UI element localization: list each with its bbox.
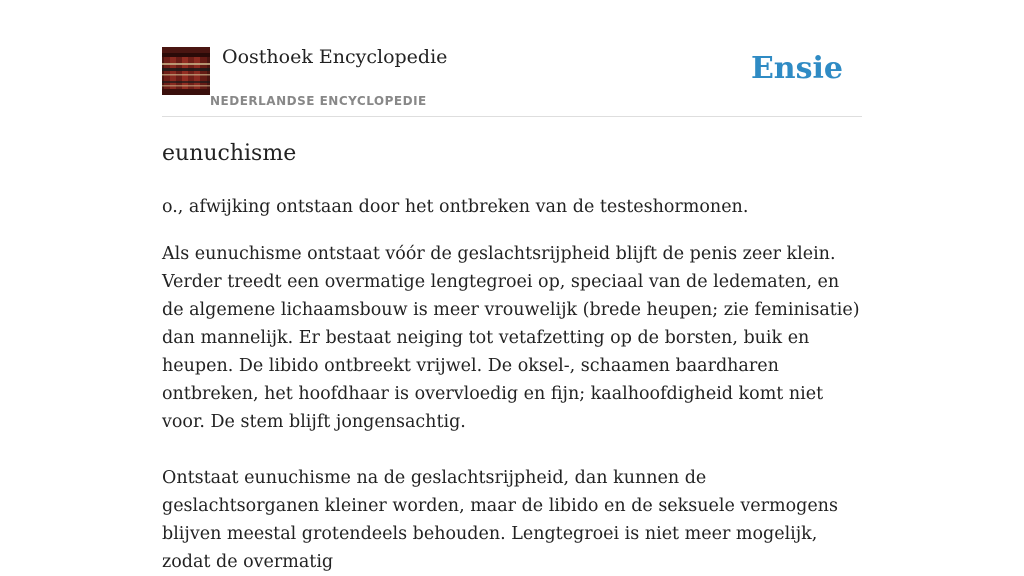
brand-logo[interactable]: Ensie <box>750 51 843 86</box>
site-subtitle: NEDERLANDSE ENCYCLOPEDIE <box>210 94 427 108</box>
entry-definition: o., afwijking ontstaan door het ontbreken van de testeshormonen. <box>162 197 749 217</box>
entry-paragraph: Ontstaat eunuchisme na de geslachtsrijpheid, dan kunnen de geslachtsorganen kleiner worden, maar de libido en de seksuele vermogens blijven meestal grotendeels behouden. Lengtegroei is niet meer mogelijk, zodat de overmatig <box>162 468 838 572</box>
entry-paragraph: Als eunuchisme ontstaat vóór de geslachtsrijpheid blijft de penis zeer klein. Verder treedt een overmatige lengtegroei op, speciaal van de ledematen, en de algemene lichaamsbouw is meer vrouwelijk (brede heupen; zie feminisatie) dan mannelijk. Er bestaat neiging tot vetafzetting op de borsten, buik en heupen. De libido ontbreekt vrijwel. De oksel-, schaamen baardharen ontbreken, het hoofdhaar is overvloedig en fijn; kaalhoofdigheid komt niet voor. De stem blijft jongensachtig. <box>162 244 860 432</box>
encyclopedia-books-icon <box>162 47 210 95</box>
site-title[interactable]: Oosthoek Encyclopedie <box>222 46 448 68</box>
entry-content <box>162 138 862 576</box>
site-header <box>162 0 862 117</box>
entry-title: eunuchisme <box>162 141 297 166</box>
site-avatar[interactable] <box>162 47 210 95</box>
